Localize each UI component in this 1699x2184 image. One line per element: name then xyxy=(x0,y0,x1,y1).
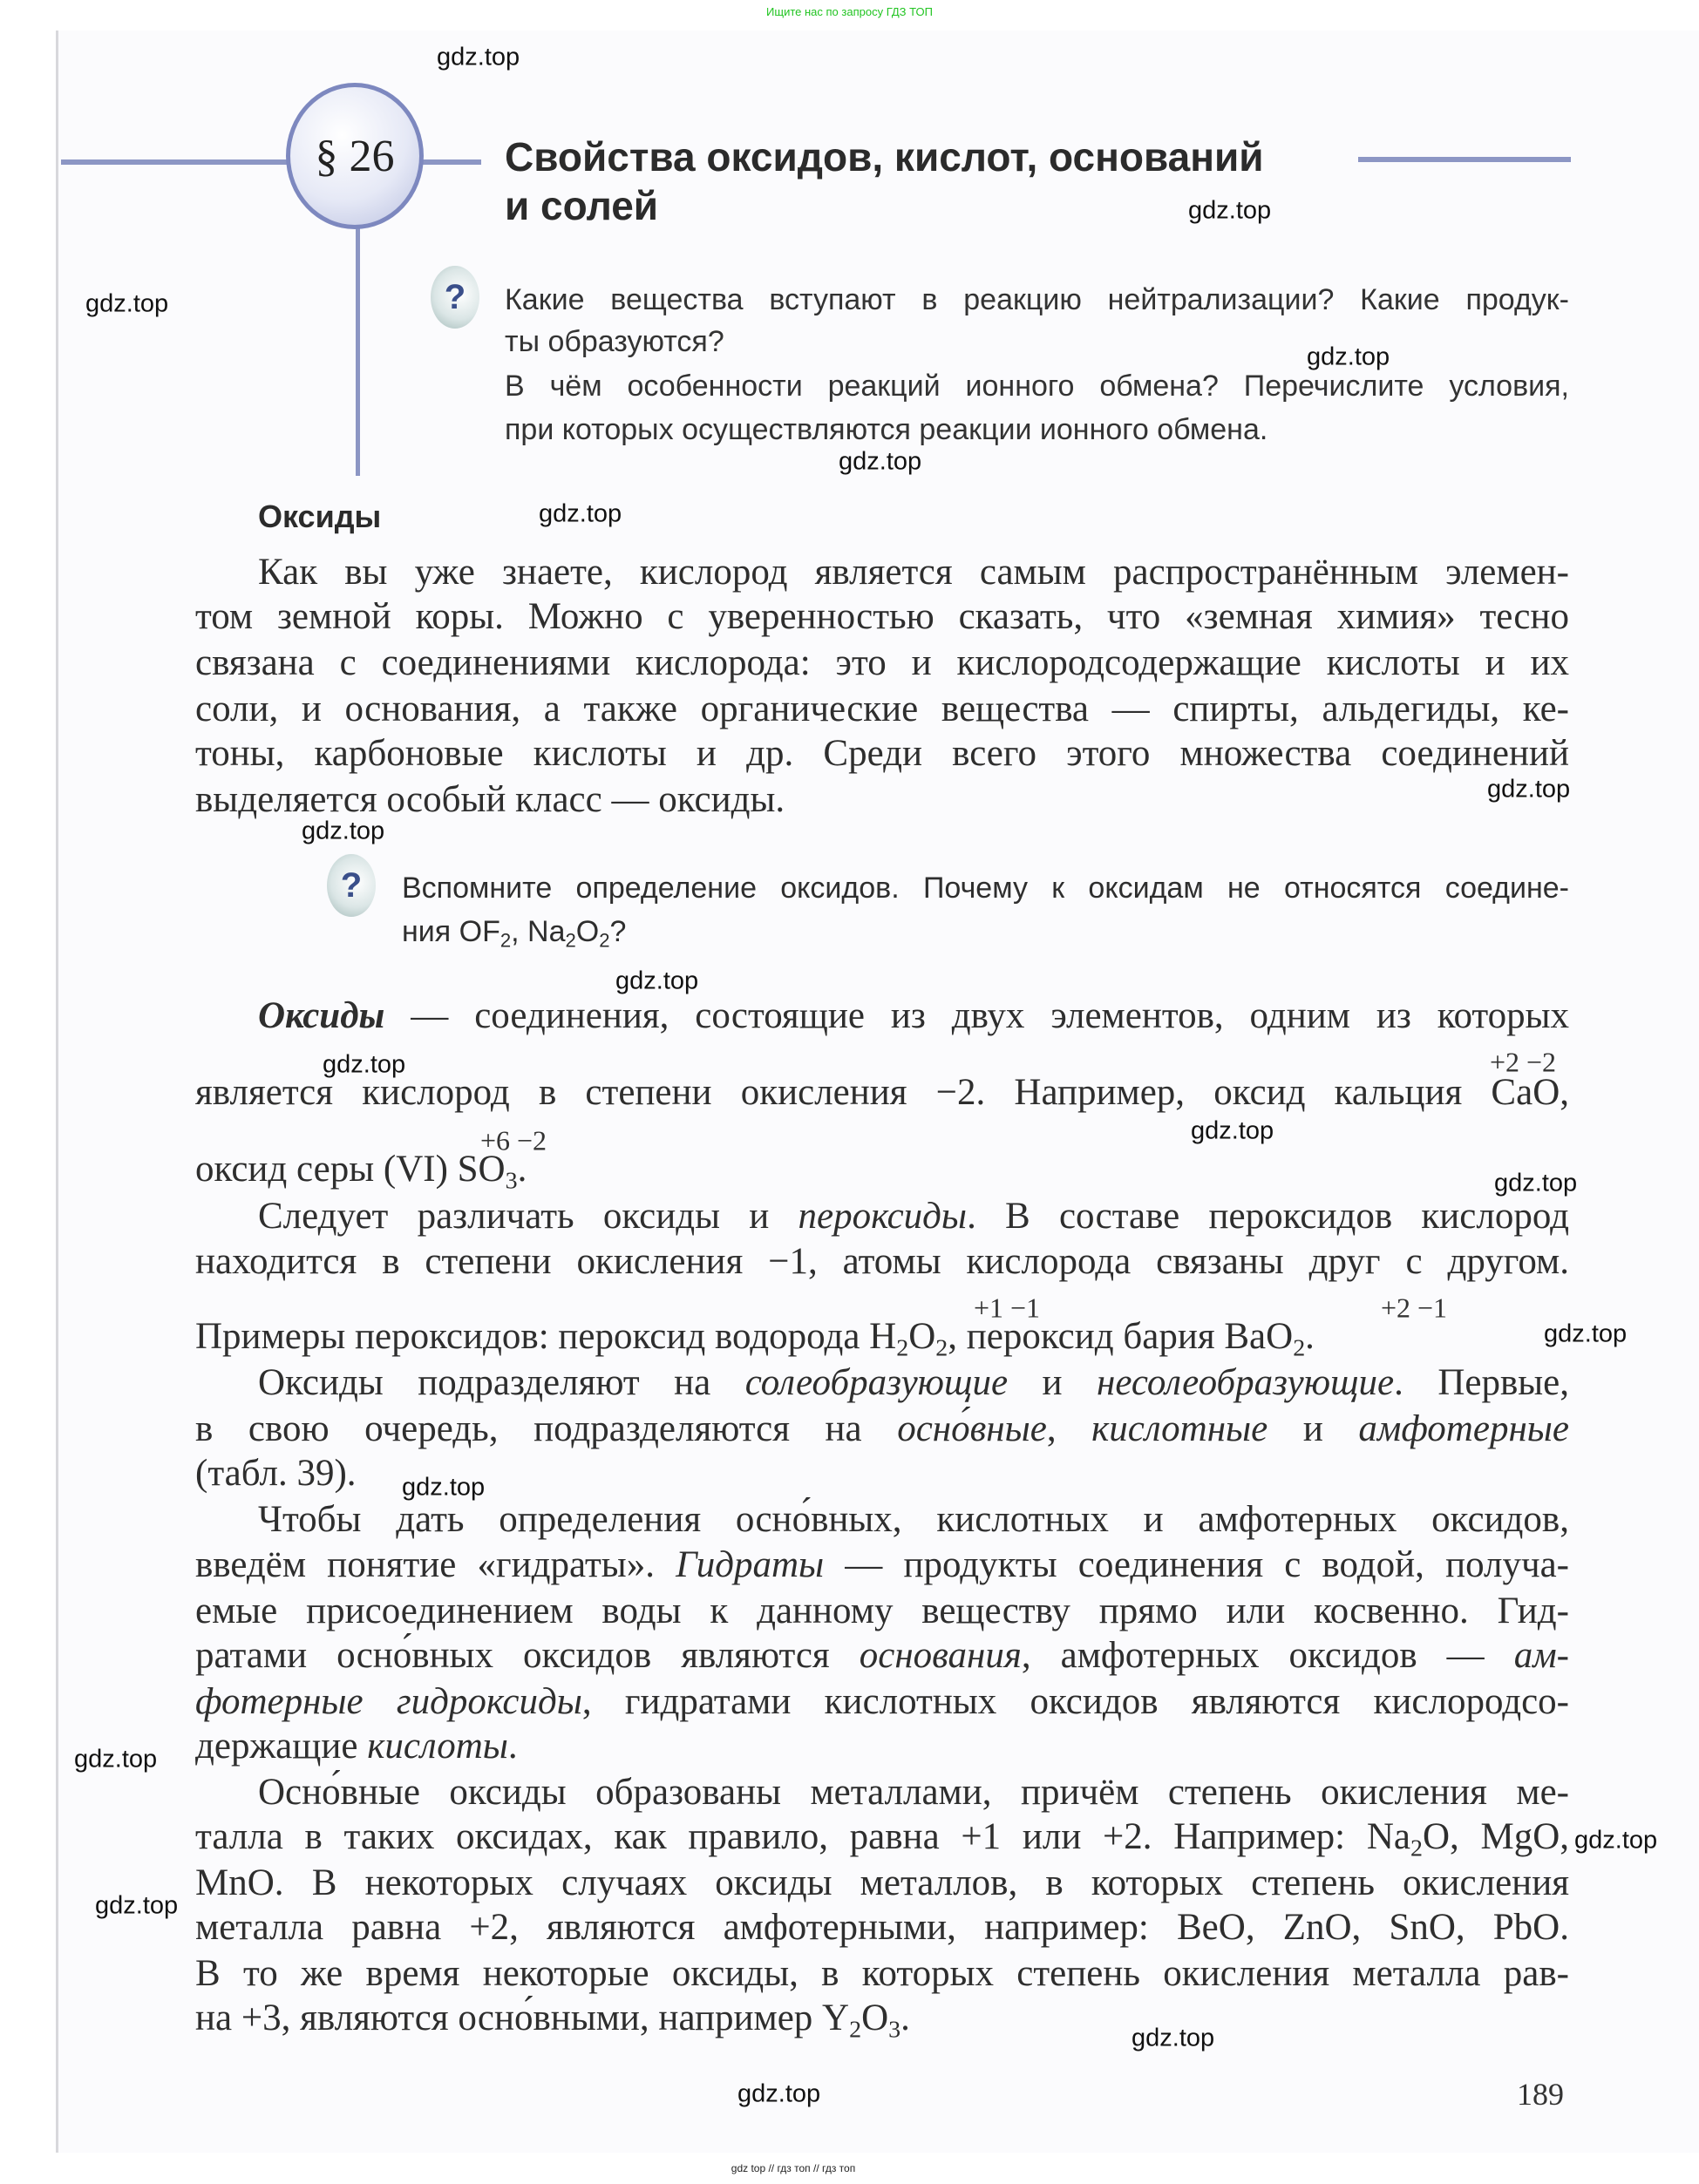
text-run: O xyxy=(861,1997,889,2038)
text-run: 2 xyxy=(500,929,512,952)
text-run: 2 xyxy=(1410,1835,1423,1862)
text-run: , гидратами кислотных оксидов являются кислородсо- xyxy=(581,1681,1570,1722)
watermark: gdz.top xyxy=(323,1050,406,1079)
bottom-note: gdz top // гдз топ // гдз топ xyxy=(731,2162,856,2174)
text-run: O xyxy=(575,915,600,948)
intro-question-line: Какие вещества вступают в реакцию нейтрализации? Какие продук- xyxy=(505,283,1569,316)
text-run: В то же время некоторые оксиды, в которых степень окисления металла рав- xyxy=(195,1953,1569,1994)
body-line xyxy=(195,1996,910,2052)
body-line xyxy=(195,594,1569,640)
text-run: фотерные гидроксиды xyxy=(195,1681,582,1722)
text-run: Чтобы дать определения осно́вных, кислотных и амфотерных оксидов, xyxy=(258,1499,1569,1540)
watermark: gdz.top xyxy=(1494,1169,1578,1197)
text-run: Оксиды подразделяют на xyxy=(258,1362,745,1403)
header-rule-vertical xyxy=(356,228,360,476)
text-run: в свою очередь, подразделяются на xyxy=(195,1408,898,1449)
text-run: Вспомните определение оксидов. Почему к оксидам не относятся соедине- xyxy=(402,872,1569,905)
watermark: gdz.top xyxy=(1487,775,1571,804)
title-line: Свойства оксидов, кислот, оснований xyxy=(505,134,1264,180)
text-run: ? xyxy=(609,915,627,948)
watermark: gdz.top xyxy=(437,43,520,71)
text-run: металла равна +2, являются амфотерными, например: BeO, ZnO, SnO, PbO. xyxy=(195,1907,1569,1948)
watermark: gdz.top xyxy=(74,1745,158,1774)
question-line xyxy=(402,910,626,963)
text-run: MnO. В некоторых случаях оксиды металлов, в которых степень окисления xyxy=(195,1862,1569,1903)
watermark: gdz.top xyxy=(839,447,922,476)
oxidation-state-bao2: +2 −1 xyxy=(1380,1292,1448,1324)
body-line xyxy=(258,550,1569,595)
body-line xyxy=(258,1770,1569,1815)
text-run: . xyxy=(507,1726,518,1767)
text-run: Гидраты xyxy=(676,1544,825,1585)
text-run: 2 xyxy=(935,1334,948,1362)
text-run: талла в таких оксидах, как правило, равна +1 или +2. Например: Na xyxy=(195,1816,1410,1857)
body-line xyxy=(195,1724,518,1769)
title-line: и солей xyxy=(505,183,659,228)
watermark: gdz.top xyxy=(539,499,622,528)
text-run: , xyxy=(1046,1408,1092,1449)
text-run: Осно́вные оксиды образованы металлами, причём степень окисления ме- xyxy=(258,1772,1569,1813)
text-run: на +3, являются осно́вными, например Y xyxy=(195,1997,850,2038)
top-note: Ищите нас по запросу ГДЗ ТОП xyxy=(766,5,933,18)
body-line xyxy=(195,777,785,823)
text-run: связана с соединениями кислорода: это и кислородсодержащие кислоты и их xyxy=(195,642,1569,683)
text-run: O, MgO, xyxy=(1422,1816,1569,1857)
text-run: (табл. 39). xyxy=(195,1453,357,1494)
text-run: тоны, карбоновые кислоты и др. Среди всего этого множества соединений xyxy=(195,733,1569,774)
text-run: ратами осно́вных оксидов являются xyxy=(195,1635,860,1676)
watermark: gdz.top xyxy=(402,1473,486,1502)
watermark: gdz.top xyxy=(1574,1826,1658,1855)
text-run: соли, и основания, а также органические вещества — спирты, альдегиды, ке- xyxy=(195,688,1569,729)
text-run: , амфотерных оксидов — xyxy=(1021,1635,1514,1676)
text-run: Оксиды xyxy=(258,995,385,1036)
text-run: Как вы уже знаете, кислород является самым распространённым элемен- xyxy=(258,552,1569,593)
text-run: основания xyxy=(859,1635,1022,1676)
watermark: gdz.top xyxy=(615,967,699,995)
body-line xyxy=(195,1239,1569,1285)
text-run: является кислород в степени окисления −2. Например, оксид кальция CaO, xyxy=(195,1072,1569,1113)
body-line xyxy=(258,994,1569,1039)
text-run: введём понятие «гидраты». xyxy=(195,1544,676,1585)
header-rule-left xyxy=(61,159,289,165)
text-run: , пероксид бария BaO xyxy=(948,1316,1294,1357)
text-run: — продукты соединения с водой, получа- xyxy=(824,1544,1569,1585)
text-run: ния OF xyxy=(402,915,500,948)
text-run: и xyxy=(1267,1408,1359,1449)
watermark: gdz.top xyxy=(1132,2024,1215,2052)
section-heading-oxides: Оксиды xyxy=(258,499,382,534)
watermark: gdz.top xyxy=(302,817,385,845)
oxidation-state-h2o2: +1 −1 xyxy=(973,1292,1041,1324)
body-line xyxy=(195,1861,1569,1906)
text-run: 2 xyxy=(1293,1334,1306,1362)
body-line xyxy=(195,1633,1569,1679)
watermark: gdz.top xyxy=(1307,343,1390,371)
page-title xyxy=(505,132,1264,230)
header-rule-right xyxy=(1358,157,1571,162)
text-run: том земной коры. Можно с уверенностью сказать, что «земная химия» тесно xyxy=(195,596,1569,637)
text-run: амфотерные xyxy=(1358,1408,1569,1449)
oxidation-state-so3: +6 −2 xyxy=(479,1124,547,1156)
question-icon: ? xyxy=(431,266,479,329)
text-run: кислоты xyxy=(367,1726,508,1767)
text-run: кислотные xyxy=(1091,1408,1268,1449)
text-run: несолеобразующие xyxy=(1096,1362,1395,1403)
text-run: выделяется особый класс — оксиды. xyxy=(195,779,785,820)
text-run: ам- xyxy=(1513,1635,1569,1676)
section-badge: § 26 xyxy=(286,83,424,229)
text-run: . xyxy=(900,1997,910,2038)
watermark: gdz.top xyxy=(95,1891,179,1920)
text-run: Следует различать оксиды и xyxy=(258,1196,799,1237)
text-run: . xyxy=(1305,1316,1315,1357)
text-run: оксид серы (VI) SO xyxy=(195,1149,506,1190)
body-line xyxy=(195,641,1569,686)
text-run: 2 xyxy=(849,2016,862,2044)
watermark: gdz.top xyxy=(1544,1319,1628,1348)
header-rule-mid xyxy=(422,159,481,165)
text-run: пероксиды xyxy=(798,1196,968,1237)
text-run: . В составе пероксидов кислород xyxy=(967,1196,1569,1237)
body-line xyxy=(195,687,1569,732)
watermark: gdz.top xyxy=(737,2079,821,2108)
text-run: и xyxy=(1008,1362,1097,1403)
intro-question-line: В чём особенности реакций ионного обмена? Перечислите условия, xyxy=(505,370,1569,403)
body-line xyxy=(195,1589,1569,1634)
text-run: держащие xyxy=(195,1726,368,1767)
text-run: 2 xyxy=(599,929,610,952)
text-run: Примеры пероксидов: пероксид водорода H xyxy=(195,1316,897,1357)
question-line xyxy=(402,866,1569,910)
text-run: . Первые, xyxy=(1394,1362,1569,1403)
body-line xyxy=(195,1951,1569,1997)
intro-question-line: при которых осуществляются реакции ионного обмена. xyxy=(505,413,1268,446)
text-run: — соединения, состоящие из двух элементов, одним из которых xyxy=(384,995,1569,1036)
text-run: , Na xyxy=(511,915,566,948)
watermark: gdz.top xyxy=(85,289,169,318)
body-line xyxy=(195,1543,1569,1588)
text-run: емые присоединением воды к данному веществу прямо или косвенно. Гид- xyxy=(195,1591,1569,1631)
body-line xyxy=(195,1905,1569,1950)
body-line xyxy=(258,1497,1569,1543)
body-line xyxy=(258,1360,1569,1406)
text-run: 2 xyxy=(896,1334,909,1362)
body-line xyxy=(195,1451,357,1496)
watermark: gdz.top xyxy=(1191,1116,1274,1145)
page-number: 189 xyxy=(1517,2077,1564,2112)
question-icon: ? xyxy=(327,854,376,917)
text-run: 3 xyxy=(888,2016,901,2044)
body-line xyxy=(258,1194,1569,1239)
text-run: 2 xyxy=(565,929,576,952)
watermark: gdz.top xyxy=(1188,196,1272,225)
body-line xyxy=(195,1407,1569,1452)
text-run: . xyxy=(517,1149,527,1190)
text-run: находится в степени окисления −1, атомы кислорода связаны друг с другом. xyxy=(195,1241,1569,1282)
body-line xyxy=(195,731,1569,777)
oxidation-state-cao: +2 −2 xyxy=(1489,1046,1557,1078)
text-run: O xyxy=(908,1316,936,1357)
text-run: 3 xyxy=(505,1167,518,1195)
body-line xyxy=(195,1679,1569,1725)
text-run: солеобразующие xyxy=(744,1362,1009,1403)
intro-question-line: ты образуются? xyxy=(505,325,724,358)
text-run: осно́вные xyxy=(897,1408,1047,1449)
